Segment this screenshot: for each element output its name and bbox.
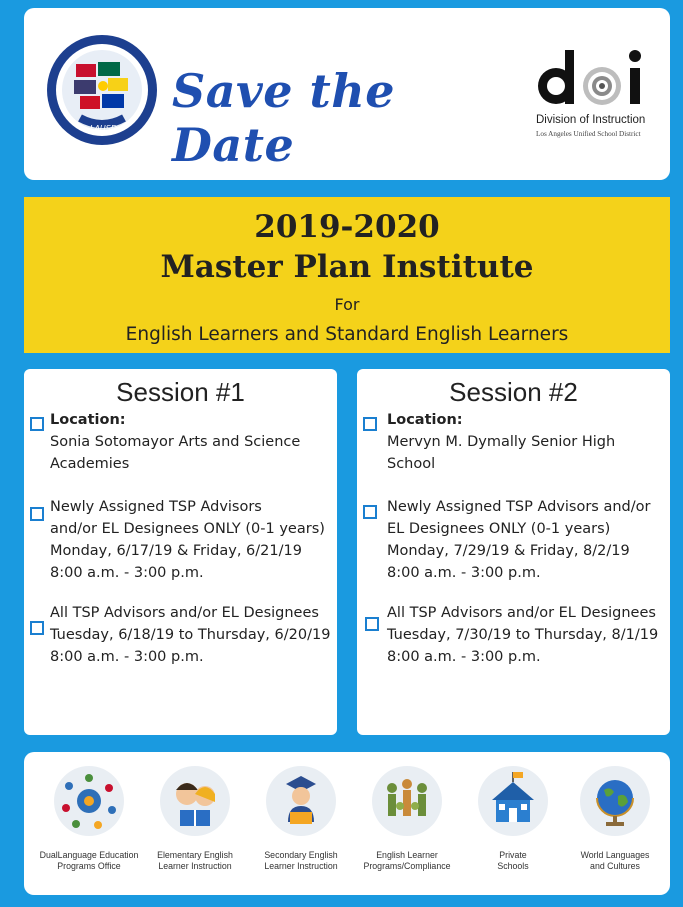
session-2-title: Session #2	[449, 377, 578, 407]
session-2-new-line: 8:00 a.m. - 3:00 p.m.	[387, 565, 541, 581]
office-label	[460, 850, 566, 872]
office-label-line: Programs Office	[57, 861, 121, 871]
office-label-line: English Learner	[376, 850, 438, 860]
schoolhouse-icon	[478, 766, 548, 836]
office-compliance	[354, 766, 460, 872]
session-1-new-advisors-checkbox[interactable]	[30, 507, 44, 521]
doi-division-text: Division of Instruction	[536, 114, 646, 126]
session-1-all-advisors-checkbox[interactable]	[30, 621, 44, 635]
session-2-all-line: Tuesday, 7/30/19 to Thursday, 8/1/19	[387, 627, 659, 643]
session-1-all-advisors	[50, 602, 337, 668]
office-label-line: Secondary English	[264, 850, 338, 860]
session-2-all-advisors	[387, 602, 670, 668]
office-label-line: Learner Instruction	[264, 861, 338, 871]
session-2-location-label: Location:	[387, 412, 463, 428]
session-2-all-line: 8:00 a.m. - 3:00 p.m.	[387, 649, 541, 665]
save-the-date-title: Save the Date	[172, 64, 395, 172]
office-label	[354, 850, 460, 872]
office-secondary	[248, 766, 354, 872]
globe-icon	[580, 766, 650, 836]
office-world-languages	[562, 766, 668, 872]
session-2-location-line: Mervyn M. Dymally Senior High	[387, 434, 616, 450]
office-label	[36, 850, 142, 872]
session-2-location-line: School	[387, 456, 436, 472]
session-1-title: Session #1	[116, 377, 245, 407]
office-label	[562, 850, 668, 872]
doi-district-text: Los Angeles Unified School District	[536, 130, 641, 138]
office-label-line: World Languages	[580, 850, 650, 860]
session-2-new-advisors-checkbox[interactable]	[363, 505, 377, 519]
session-1-new-line: Monday, 6/17/19 & Friday, 6/21/19	[50, 543, 302, 559]
office-label-line: and Cultures	[590, 861, 640, 871]
session-2-new-line: Monday, 7/29/19 & Friday, 8/2/19	[387, 543, 630, 559]
office-label-line: DualLanguage Education	[39, 850, 139, 860]
office-label-line: Programs/Compliance	[363, 861, 451, 871]
elementary-students-icon	[160, 766, 230, 836]
header-card	[24, 8, 670, 180]
session-1-new-line: 8:00 a.m. - 3:00 p.m.	[50, 565, 204, 581]
offices-footer	[24, 752, 670, 895]
session-2-new-advisors	[387, 496, 670, 584]
session-1-location-line: Sonia Sotomayor Arts and Science	[50, 434, 301, 450]
event-title: Master Plan Institute	[160, 249, 534, 285]
session-2-all-line: All TSP Advisors and/or EL Designees	[387, 605, 656, 621]
office-label	[248, 850, 354, 872]
office-label-line: Elementary English	[157, 850, 233, 860]
session-1-location-label: Location:	[50, 412, 126, 428]
session-1-location	[50, 409, 335, 475]
office-elementary	[142, 766, 248, 872]
office-label-line: Schools	[497, 861, 529, 871]
office-label-line: Private	[499, 850, 527, 860]
session-2-location	[387, 409, 667, 475]
session-1-location-line: Academies	[50, 456, 130, 472]
session-2-new-line: Newly Assigned TSP Advisors and/or	[387, 499, 651, 515]
session-1-new-line: Newly Assigned TSP Advisors	[50, 499, 262, 515]
session-2-all-advisors-checkbox[interactable]	[365, 617, 379, 631]
session-1-new-line: and/or EL Designees ONLY (0-1 years)	[50, 521, 325, 537]
office-label-line: Learner Instruction	[158, 861, 232, 871]
session-1-new-advisors	[50, 496, 337, 584]
session-1-location-checkbox[interactable]	[30, 417, 44, 431]
family-icon	[372, 766, 442, 836]
event-for-label: For	[334, 295, 360, 314]
event-year: 2019-2020	[254, 209, 440, 245]
event-audience: English Learners and Standard English Learners	[125, 324, 569, 345]
session-1-all-line: All TSP Advisors and/or EL Designees	[50, 605, 319, 621]
seal-district-text: LAUSD	[90, 124, 118, 133]
doi-mark-icon	[534, 44, 654, 110]
office-dual-language	[36, 766, 142, 872]
session-1-all-line: Tuesday, 6/18/19 to Thursday, 6/20/19	[50, 627, 331, 643]
session-2-location-checkbox[interactable]	[363, 417, 377, 431]
event-banner	[24, 197, 670, 353]
session-1-card	[24, 369, 337, 735]
graduate-laptop-icon	[266, 766, 336, 836]
dual-language-icon	[54, 766, 124, 836]
office-private-schools	[460, 766, 566, 872]
session-2-card	[357, 369, 670, 735]
doi-logo	[530, 44, 660, 164]
session-1-all-line: 8:00 a.m. - 3:00 p.m.	[50, 649, 204, 665]
session-2-new-line: EL Designees ONLY (0-1 years)	[387, 521, 611, 537]
office-label	[142, 850, 248, 872]
